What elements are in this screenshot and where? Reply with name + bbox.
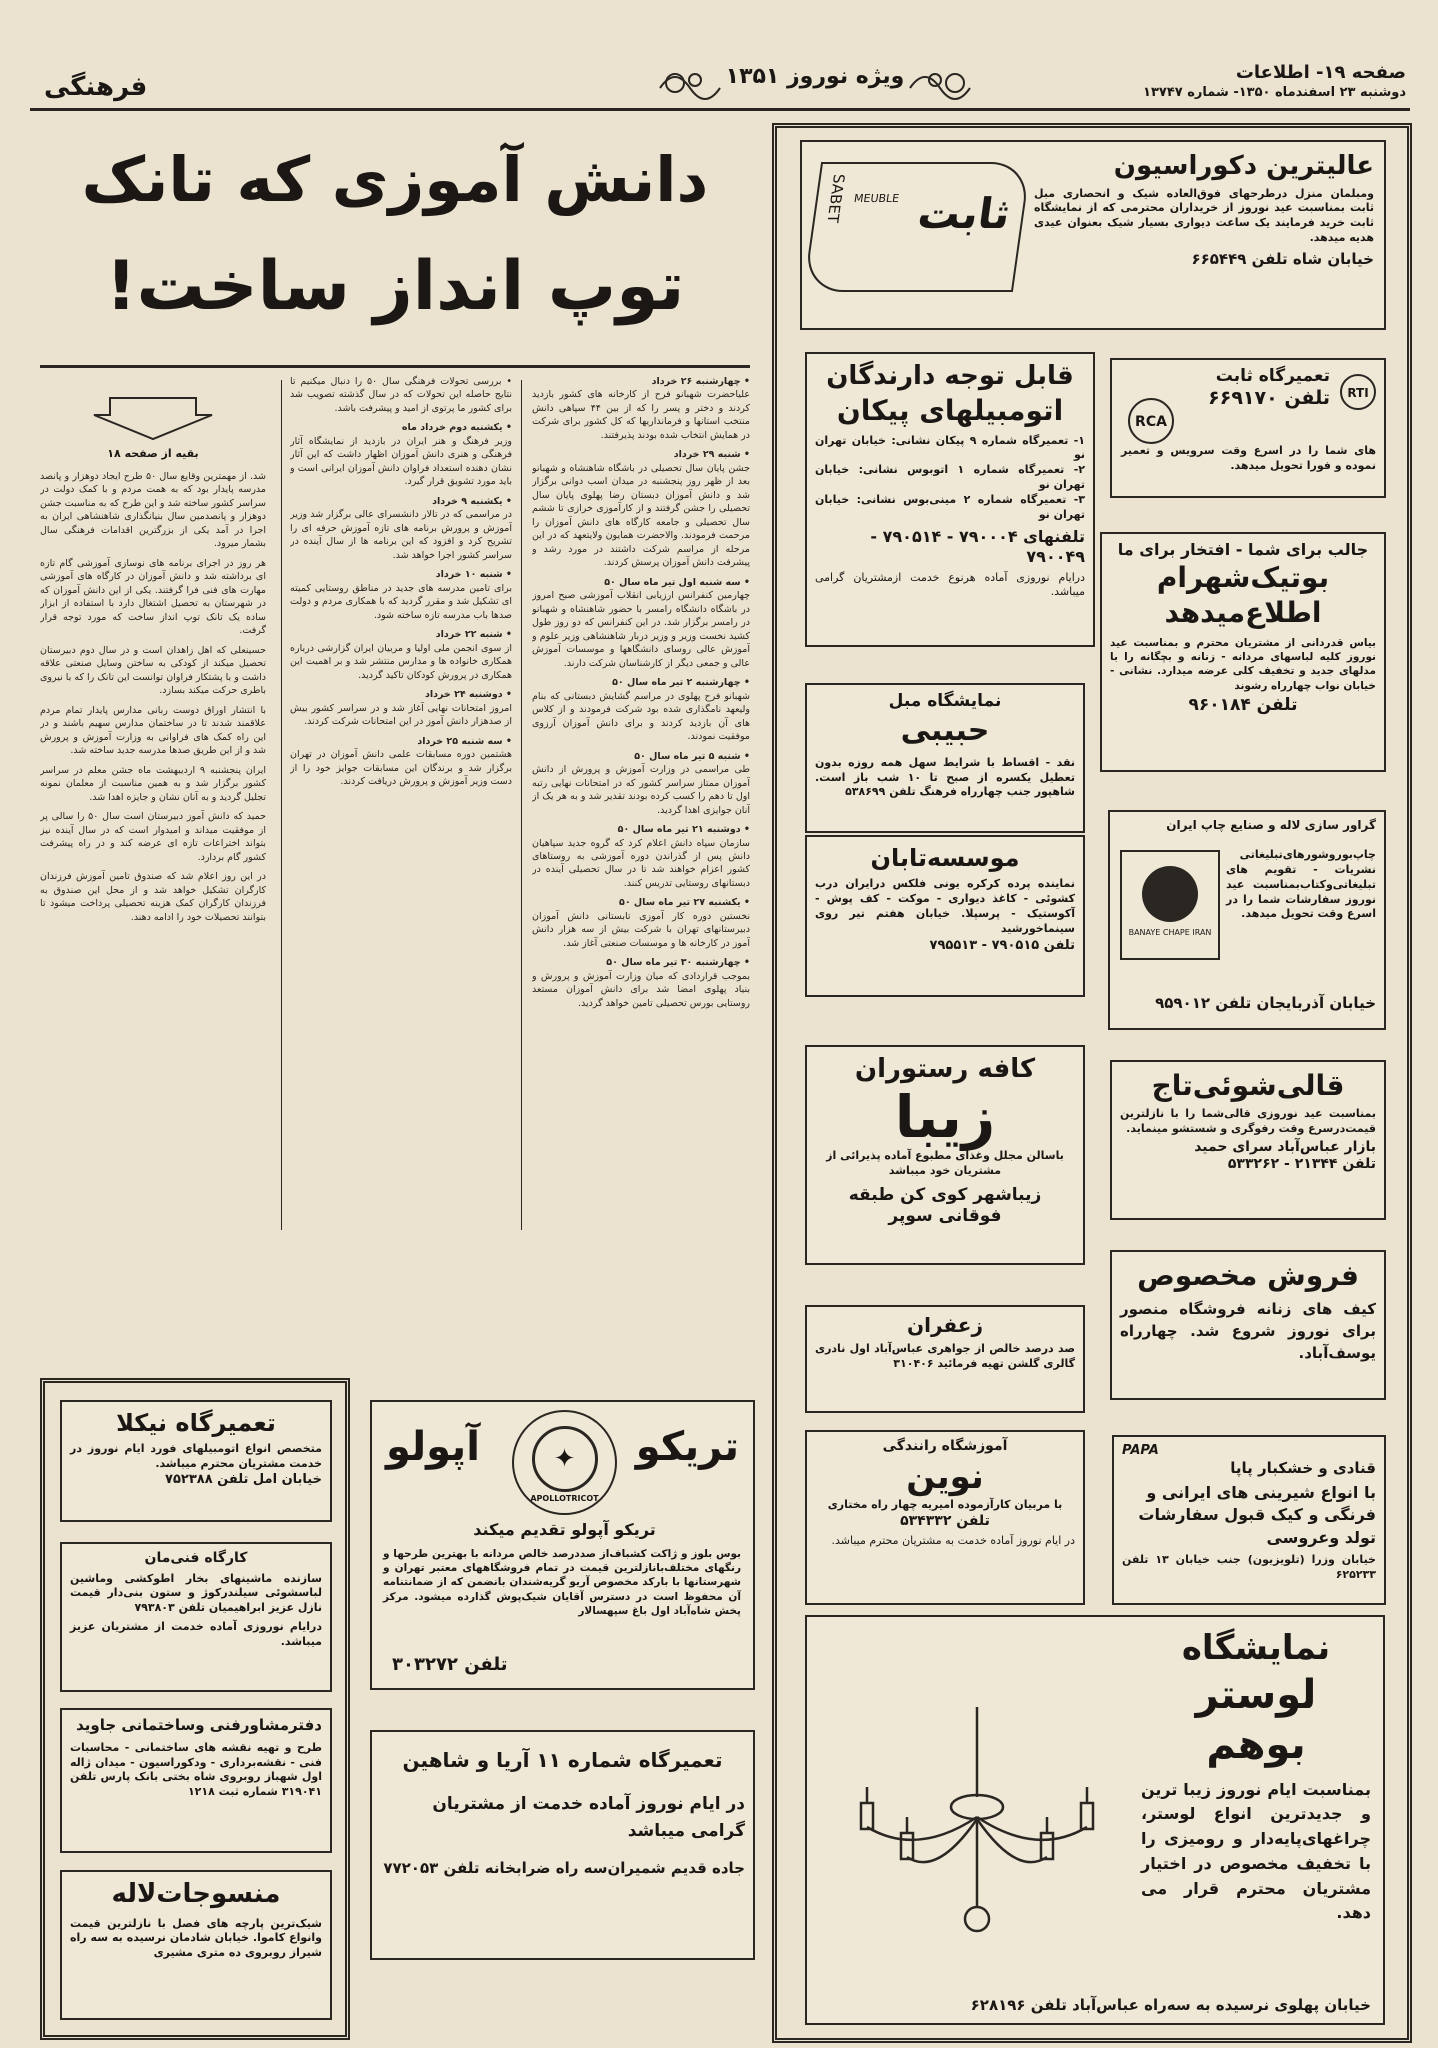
- nikla-body: متخصص انواع اتومبیلهای فورد ایام نوروز در خدمت مشتریان محترم میباشد.: [70, 1442, 322, 1470]
- article-paragraph: • یکشنبه ۹ خرداد در مراسمی که در تالار دانشسرای عالی برگزار شد وزیر آموزش و پرورش برنامه های تازه آموزش حرفه ای را تشریح کرد و افزود که این برنامه ها از سال آینده در سراسر کشور اجرا خواهد شد.: [290, 495, 512, 561]
- page-info: [1143, 62, 1406, 101]
- headline-line-2: توپ انداز ساخت!: [105, 247, 685, 326]
- shahram-phone: تلفن ۹۶۰۱۸۴: [1188, 694, 1298, 715]
- sabet-address: خیابان شاه تلفن ۶۶۵۴۴۹: [1191, 249, 1374, 268]
- article-paragraph: • چهارشنبه ۳۰ تیر ماه سال ۵۰ بموجب قراردادی که میان وزارت آموزش و پرورش و بنیاد پهلوی امضا شد برای دانش آموزان مستعد روستایی بورس تحصیلی تامین خواهد گردید.: [532, 957, 750, 1009]
- ad-apollo: [370, 1400, 755, 1690]
- ad-navin: [805, 1430, 1085, 1605]
- article-paragraph: • دوشنبه ۲۱ تیر ماه سال ۵۰ سازمان سپاه دانش اعلام کرد که گروه جدید سپاهیان دانش پس از گذراندن دوره آموزشی به روستاهای کشور اعزام خواهند شد تا در سال تحصیلی آینده در دبستانهای روستایی تدریس کنند.: [532, 824, 750, 889]
- fanni-title: کارگاه فنی‌مان: [144, 1550, 248, 1566]
- peykan-item: ۳- تعمیرگاه شماره ۲ مینی‌بوس نشانی: خیابان تهران نو: [815, 492, 1085, 521]
- laleh-title: گراور سازی لاله و صنایع چاپ ایران: [1166, 818, 1376, 832]
- navin-note: در ایام نوروز آماده خدمت به مشتریان محترم میباشد.: [831, 1534, 1075, 1548]
- article-paragraph: • شنبه ۲۹ خرداد جشن پایان سال تحصیلی در باشگاه شاهنشاه و شهبانو بعد از ظهر روز پنجشنبه در میدان اسب دوانی برگزار شد و دانش آموزان دبستان رضا پهلوی پایان سال تحصیلی را جشن گرفتند و از کارآموزی خرازی تا ششم سال تحصیلی و جامعه کارگاه های دانش آموزان را مرحمت فرمودند. والاحضرت همایون ولایتعهد که در این مرحله از مراسم شرکت داشتند در مورد رشد و پیشرفت دانش آموزان پرسش کردند.: [532, 449, 750, 569]
- article-paragraph: • چهارشنبه ۲ تیر ماه سال ۵۰ شهبانو فرح پهلوی در مراسم گشایش دبستانی که بنام ولیعهد نامگذاری شده بود شرکت فرمودند و از کلاس های آن بازدید کردند و برای دانش آموزان آرزوی موفقیت نمودند.: [532, 677, 750, 743]
- special-issue-title: ویژه نوروز ۱۳۵۱: [725, 64, 905, 89]
- mansoojat-title: منسوجات‌لاله: [111, 1879, 281, 1909]
- ad-fanni: [60, 1542, 332, 1692]
- taj-phone: تلفن ۲۱۳۴۴ - ۵۳۳۲۶۲: [1227, 1156, 1376, 1173]
- chandelier-image: [827, 1707, 1127, 1957]
- taj-address: بازار عباس‌آباد سرای حمید: [1194, 1138, 1376, 1155]
- loster-body: بمناسبت ایام نوروز زیبا ترین و جدیدترین انواع لوستر، چراغهای‌پایه‌دار و رومیزی را با تخفیف مخصوص در اختیار مشتریان محترم قرار می دهد.: [1141, 1779, 1371, 1923]
- papa-title: قنادی و خشکبار پاپا: [1230, 1459, 1376, 1478]
- rca-title: تعمیرگاه ثابت: [1215, 366, 1330, 386]
- chandelier-icon: [827, 1707, 1127, 1957]
- sabet-logo-latin: SABET: [823, 174, 849, 223]
- nowruz-ornament: [655, 58, 975, 108]
- article-column-left: [40, 470, 266, 1235]
- habibi-title-1: نمایشگاه مبل: [888, 691, 1002, 711]
- article: [40, 125, 750, 1250]
- issue-date: دوشنبه ۲۳ اسفندماه ۱۳۵۰- شماره ۱۳۷۴۷: [1143, 84, 1406, 100]
- javid-title: دفترمشاورفنی وساختمانی جاوید: [76, 1716, 322, 1734]
- article-paragraph: • سه شنبه اول تیر ماه سال ۵۰ چهارمین کنفرانس ارزیابی انقلاب آموزشی صبح امروز در باشگاه دانشگاه رامسر با حضور شاهنشاه و شهبانو در رامسر برگزار شد. در این کنفرانس که دو روز طول کشید نخست وزیر و وزیر دربار شاهنشاهی وزیر علوم و آموزش عالی روسای دانشگاهها و موسسات آموزش عالی و جمعی دیگر از کارشناسان شرکت دارند.: [532, 576, 750, 669]
- rti-logo: RTI: [1340, 374, 1376, 410]
- peykan-title-2: اتومبیلهای پیکان: [836, 393, 1064, 427]
- mansoojat-body: شیک‌ترین پارچه های فصل با نازلترین قیمت وانواع کاموا. خیابان شادمان نرسیده به سه راه شیراز روبروی ده متری مشیری: [70, 1916, 322, 1960]
- loster-title-2: لوستر بوهم: [1195, 1671, 1317, 1768]
- article-paragraph: • شنبه ۱۰ خرداد برای تامین مدرسه های جدید در مناطق روستایی کمیته ای تشکیل شد و مقرر گردید که با همکاری مردم و دولت صدها باب مدرسه تازه ساخته شود.: [290, 569, 512, 621]
- sabet-logo: [803, 162, 1031, 292]
- laleh-logo-text: BANAYE CHAPE IRAN: [1128, 928, 1212, 937]
- ad-taj: [1110, 1060, 1386, 1220]
- ad-mansoojat: [60, 1870, 332, 2020]
- article-paragraph: با انتشار اوراق دوست ربانی مدارس پایدار تمام مردم علاقمند شدند تا در ساختمان مدارس سهیم باشند و در این راه کمک های فراوانی به وزارت آموزش و پرورش شد و از این طریق صدها مدرسه جدید ساخته شد.: [40, 704, 266, 757]
- habibi-title-2: حبیبی: [900, 713, 990, 749]
- papa-body: با انواع شیرینی های ایرانی و فرنگی و کیک قبول سفارشات تولد وعروسی: [1138, 1483, 1376, 1547]
- fanni-note: درایام نوروزی آماده خدمت از مشتریان عزیز میباشد.: [70, 1620, 322, 1648]
- navin-body: با مربیان کارآزموده امیریه چهار راه مختاری: [827, 1498, 1063, 1511]
- peykan-item: ۲- تعمیرگاه شماره ۱ اتوبوس نشانی: خیابان تهران نو: [815, 463, 1085, 492]
- shahram-line-3: اطلاع‌میدهد: [1164, 596, 1322, 629]
- article-paragraph: حمید که دانش آموز دبیرستان است سال ۵۰ را سالی پر از موفقیت میداند و امیدوار است که در سال آینده نیز بتواند اختراعات تازه ای عرضه کند و در راه پیشرفت کشور گام بردارد.: [40, 811, 266, 863]
- article-paragraph: حسینعلی که اهل زاهدان است و در سال دوم دبیرستان تحصیل میکند از کودکی به ساختن وسایل صنعتی علاقه داشت و با پشتکار فراوان توانست این تانک را که با نیروی باطری حرکت میکند بسازد.: [40, 644, 266, 697]
- article-paragraph: • دوشنبه ۲۴ خرداد امروز امتحانات نهایی آغاز شد و در سراسر کشور بیش از صدهزار دانش آموز در این امتحانات شرکت کردند.: [290, 689, 512, 728]
- foroush-title: فروش مخصوص: [1137, 1259, 1359, 1292]
- rca-phone: تلفن ۶۶۹۱۷۰: [1208, 387, 1330, 410]
- ad-ziba: [805, 1045, 1085, 1265]
- fanni-body: سازنده ماشینهای بخار اطوکشی وماشین لباسشوئی سیلندرکوژ و ستون بنی‌دار قیمت نازل عزیز ابراهیمیان تلفن ۷۹۳۸۰۳: [70, 1571, 322, 1615]
- ad-shahram: [1100, 532, 1386, 772]
- ad-peykan: [805, 352, 1095, 647]
- column-divider: [281, 380, 282, 1230]
- peykan-title-1: قابل توجه دارندگان: [826, 361, 1074, 391]
- ziba-body: باسالن مجلل وغذای مطبوع آماده پذیرائی از مشتریان خود میباشد: [826, 1149, 1064, 1178]
- sabet-body: ومبلمان منزل درطرحهای فوق‌العاده شیک و انحصاری مبل ثابت بمناسبت عید نوروز از خریداران محترمی که از نمایشگاه ثابت خرید فرمایند یک ساعت دیواری بسیار شیک بعنوان عیدی هدیه میدهد.: [1034, 186, 1374, 245]
- ad-sabet: [800, 140, 1386, 330]
- article-paragraph: • یکشنبه ۲۷ تیر ماه سال ۵۰ نخستین دوره کار آموزی تابستانی دانش آموزان دبیرستانهای تهران با شرکت بیش از سه هزار دانش آموز در کارخانه ها و موسسات صنعتی آغاز شد.: [532, 897, 750, 949]
- ziba-address: زیباشهر کوی کن طبقه فوقانی سوپر: [848, 1184, 1042, 1227]
- laleh-address: خیابان آذربایجان تلفن ۹۵۹۰۱۲: [1155, 994, 1376, 1012]
- apollo-logo: [512, 1410, 617, 1515]
- page-number: صفحه ۱۹- اطلاعات: [1235, 62, 1406, 83]
- nikla-title: تعمیرگاه نیکلا: [116, 1409, 276, 1437]
- taj-body: بمناسبت عید نوروزی قالی‌شما را با نازلترین قیمت‌درسرع وقت رفوگری و شستشو مینماید.: [1120, 1107, 1376, 1135]
- article-paragraph: ایران پنجشنبه ۹ اردیبهشت ماه جشن معلم در سراسر کشور برگزار شد و به همین مناسبت از معلمان نمونه تجلیل گردید و به آنان نشان و جایزه اهدا شد.: [40, 764, 266, 803]
- article-paragraph: • شنبه ۲۲ خرداد از سوی انجمن ملی اولیا و مربیان ایران گزارشی درباره همکاری خانواده ها و مدارس منتشر شد و بر اهمیت این همکاری در پرورش کودکان تاکید گردید.: [290, 629, 512, 681]
- peykan-item: ۱- تعمیرگاه شماره ۹ پیکان نشانی: خیابان تهران نو: [815, 433, 1085, 462]
- laleh-logo: [1120, 850, 1220, 960]
- taj-title: قالی‌شوئی‌تاج: [1151, 1069, 1345, 1102]
- ad-taban: [805, 835, 1085, 997]
- ad-rca: [1110, 358, 1386, 498]
- peykan-phones: تلفنهای ۷۹۰۰۰۴ - ۷۹۰۵۱۴ - ۷۹۰۰۴۹: [870, 526, 1085, 566]
- shahram-line-2: بوتیک‌شهرام: [1156, 561, 1330, 594]
- taban-phone: تلفن ۷۹۰۵۱۵ - ۷۹۵۵۱۳: [929, 938, 1075, 954]
- peykan-note: درایام نوروزی آماده هرنوع خدمت ازمشتریان گرامی میباشد.: [815, 570, 1085, 599]
- article-column-right: [532, 375, 750, 1235]
- ad-papa: [1112, 1435, 1386, 1605]
- laleh-body: چاپ‌بوروشورهای‌تبلیغاتی نشریات - تقویم های تبلیغاتی‌وکتاب‌بمناسبت عید نوروز سفارشات شما را در اسرع وقت تحویل میدهد.: [1226, 848, 1376, 921]
- loster-address: خیابان پهلوی نرسیده به سه‌راه عباس‌آباد تلفن ۶۲۸۱۹۶: [970, 1996, 1371, 2015]
- sabet-logo-meuble: MEUBLE: [853, 192, 901, 205]
- taban-title: موسسه‌تابان: [870, 844, 1020, 872]
- continued-from: بقیه از صفحه ۱۸: [107, 447, 199, 460]
- aria-address: جاده قدیم شمیران‌سه راه ضرابخانه تلفن ۷۷۲۰۵۳: [383, 1859, 745, 1878]
- laleh-emblem: [1142, 866, 1198, 922]
- continuation-marker: [40, 393, 266, 463]
- column-divider: [521, 380, 522, 1230]
- papa-address: خیابان وزرا (تلویزیون) جنب خیابان ۱۳ تلفن ۶۲۵۲۳۳: [1122, 1553, 1376, 1582]
- sabet-title: عالیترین دکوراسیون: [1113, 151, 1374, 181]
- article-paragraph: • چهارشنبه ۲۶ خرداد علیاحضرت شهبانو فرح از کارخانه های کشور بازدید کردند و دختر و پسر را که از بین ۴۴ سپاهی دانش منتخب استانها و فرمانداریها که کل کشور برای شرکت در همایش انتخاب شده بودند پذیرفتند.: [532, 376, 750, 441]
- apollo-title-1: تریکو: [635, 1424, 739, 1470]
- ad-foroush: [1110, 1250, 1386, 1400]
- headline-line-1: دانش آموزی که تانک: [81, 143, 709, 216]
- nikla-phone: خیابان امل تلفن ۷۵۲۳۸۸: [165, 1471, 322, 1487]
- loster-title-1: نمایشگاه: [1181, 1628, 1331, 1668]
- aria-title: تعمیرگاه شماره ۱۱ آریا و شاهین: [402, 1748, 723, 1772]
- article-column-middle: [290, 375, 512, 1235]
- article-paragraph: شد. از مهمترین وقایع سال ۵۰ طرح ایجاد دوهزار و پانصد مدرسه پایدار بود که به همت مردم و با کمک دولت در سراسر کشور ساخته شد و این طرح که به مناسبت جشن دوهزار و پانصدمین سال بنیانگذاری شاهنشاهی ایران به اجرا در آمد یکی از بزرگترین اقدامات فرهنگی سال بشمار میرود.: [40, 471, 266, 550]
- habibi-body: نقد - اقساط با شرایط سهل همه روزه بدون تعطیل یکسره از صبح تا ۱۰ شب باز است. شاهپور جنب چهارراه فرهنگ تلفن ۵۳۸۶۹۹: [815, 755, 1075, 799]
- foroush-body: کیف های زنانه فروشگاه منصور برای نوروز شروع شد. چهارراه یوسف‌آباد.: [1120, 1300, 1376, 1362]
- ad-habibi: [805, 683, 1085, 833]
- arrow-down-icon: [40, 393, 266, 443]
- rca-logo: RCA: [1128, 398, 1174, 444]
- ad-aria: [370, 1730, 755, 1960]
- shahram-line-1: جالب برای شما - افتخار برای ما: [1117, 540, 1369, 559]
- ad-laleh: [1108, 810, 1386, 1030]
- apollo-title-2: آپولو: [386, 1424, 480, 1470]
- javid-body: طرح و تهیه نقشه های ساختمانی - محاسبات فنی - نقشه‌برداری - ودکوراسیون - میدان ژاله اول شهباز روبروی شاه بختی بانک پارس تلفن ۳۱۹۰۴۱ شماره ثبت ۱۲۱۸: [70, 1740, 322, 1799]
- ad-javid: [60, 1708, 332, 1853]
- apollo-body: بوس بلوز و ژاکت کشباف‌از صددرصد خالص مردانه با بهترین طرحها و رنگهای مختلف‌بانازلترین قیمت در تمام فروشگاههای معتبر تهران و شهرستانها با بارکد مخصوص آریو گریه‌شندان بانضمن که از ضمانتنامه آن محفوظ است در دسترس آقایان شیک‌پوش گذارده میشود. مرکز پخش شاه‌آباد اول باغ سپهسالار: [383, 1548, 741, 1617]
- article-paragraph: • یکشنبه دوم خرداد ماه وزیر فرهنگ و هنر ایران در بازدید از نمایشگاه آثار فرهنگی و هنری دانش آموزان اظهار داشت که این آثار نشان دهنده استعداد فراوان دانش آموزان ایرانی است و باید مورد تشویق قرار گیرد.: [290, 422, 512, 488]
- article-paragraph: در این روز اعلام شد که صندوق تامین آموزش فرزندان کارگران تشکیل خواهد شد و از محل این صندوق به فرزندان کارگران کمک هزینه تحصیلی پرداخت میشود تا بتوانند تحصیلات خود را ادامه دهند.: [40, 871, 266, 923]
- article-paragraph: • بررسی تحولات فرهنگی سال ۵۰ را دنبال میکنیم تا نتایج حاصله این تحولات که در سال گذشته تصویب شد برای کشور ما پرتوی از امید و پیشرفت باشد.: [290, 376, 512, 414]
- navin-phone: تلفن ۵۳۴۳۳۲: [900, 1512, 990, 1529]
- papa-latin: PAPA: [1122, 1443, 1159, 1458]
- ziba-title-2: زیبا: [894, 1082, 996, 1151]
- navin-title-2: نوین: [906, 1456, 984, 1497]
- apollo-phone: تلفن ۳۰۳۲۷۲: [392, 1654, 508, 1675]
- navin-title-1: آموزشگاه رانندگی: [882, 1438, 1008, 1454]
- apollo-tagline: تریکو آپولو تقدیم میکند: [473, 1520, 656, 1539]
- masthead-rule: [30, 108, 1410, 111]
- rca-body: های شما را در اسرع وقت سرویس و تعمیر نموده و فورا تحویل میدهد.: [1121, 444, 1376, 472]
- sabet-logo-fa: ثابت: [914, 189, 1014, 238]
- apollo-emblem: ✦: [532, 1426, 598, 1492]
- article-paragraph: • سه شنبه ۲۵ خرداد هشتمین دوره مسابقات علمی دانش آموزان در تهران برگزار شد و برندگان این مسابقات جوایز خود را از دست وزیر آموزش و پرورش دریافت کردند.: [290, 735, 512, 788]
- article-paragraph: هر روز در اجرای برنامه های نوسازی آموزشی گام تازه ای برداشته شد و دانش آموزان در کارگاه های آموزشی مهارت های فنی فرا گرفتند. یکی از این دانش آموزان که در شهرستان به تحصیل اشتغال دارد با استفاده از ابزار ساده یک تانک توپ انداز ساخت که مورد توجه قرار گرفت.: [40, 557, 266, 637]
- headline-rule: [40, 365, 750, 368]
- aria-body: در ایام نوروز آماده خدمت از مشتریان گرامی میباشد: [432, 1794, 745, 1842]
- shahram-body: بیاس قدردانی از مشتریان محترم و بمناسبت عید نوروز کلیه لباسهای مردانه - زنانه و بچگانه را با مدلهای جدید و تخفیف کلی عرضه میدارد. نشانی - خیابان نواب چهارراه رشوند: [1110, 637, 1376, 692]
- ziba-title-1: کافه رستوران: [854, 1054, 1036, 1084]
- masthead: [0, 0, 1438, 120]
- zaferan-title: زعفران: [907, 1313, 983, 1337]
- zaferan-body: صد درصد خالص از جواهری عباس‌آباد اول نادری گالری گلشن تهیه فرمائید ۳۱۰۴۰۶: [815, 1342, 1075, 1370]
- ad-zaferan: [805, 1305, 1085, 1413]
- ad-loster: [805, 1615, 1385, 2025]
- apollo-logo-text: APOLLOTRICOT: [530, 1494, 599, 1503]
- section-name: فرهنگی: [44, 72, 148, 102]
- article-paragraph: • شنبه ۵ تیر ماه سال ۵۰ طی مراسمی در وزارت آموزش و پرورش از دانش آموزان ممتاز سراسر کشور که در امتحانات نهایی رتبه اول تا دهم را کسب کرده بودند تقدیر شد و به هر یک از آنان جوایزی اهدا گردید.: [532, 750, 750, 816]
- ad-nikla: [60, 1400, 332, 1522]
- taban-body: نماینده پرده کرکره یونی فلکس درایران درب کشوئی - کاغذ دیواری - موکت - کف پوش - آکوستیک - پرسپلا. خیابان هفتم تیر روی سینماخورشید: [815, 877, 1075, 935]
